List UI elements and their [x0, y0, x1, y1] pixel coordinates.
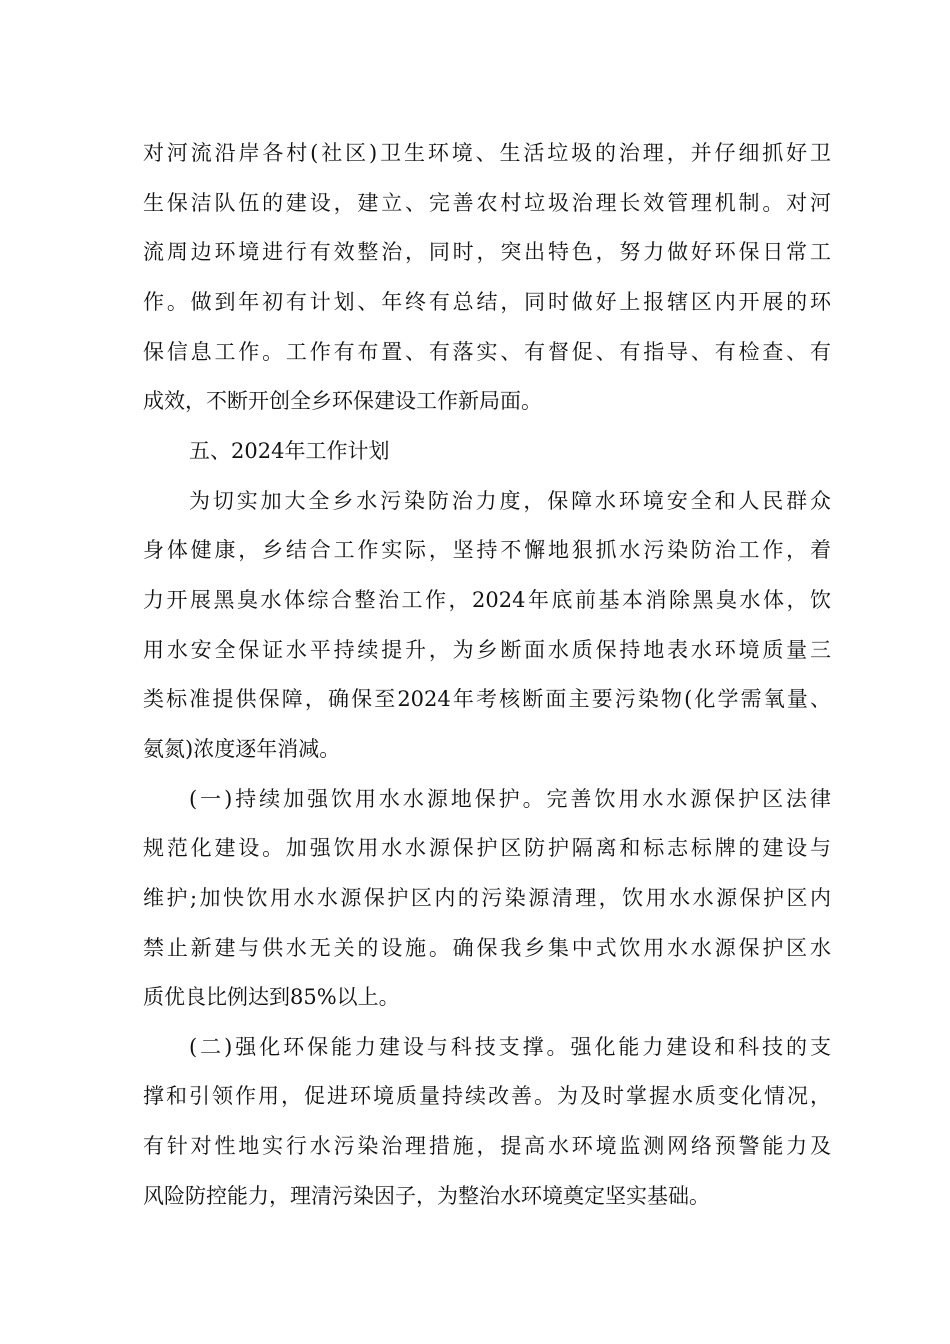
paragraph-1-line-2: 生保洁队伍的建设，建立、完善农村垃圾治理长效管理机制。对河 [143, 191, 831, 215]
paragraph-4-line-3: 有针对性地实行水污染治理措施，提高水环境监测网络预警能力及 [143, 1134, 831, 1158]
paragraph-1-line-3: 流周边环境进行有效整治，同时，突出特色，努力做好环保日常工 [143, 240, 831, 264]
section-heading: 五、2024年工作计划 [189, 439, 390, 463]
paragraph-3-line-4: 禁止新建与供水无关的设施。确保我乡集中式饮用水水源保护区水 [143, 936, 831, 960]
paragraph-4-line-2: 撑和引领作用，促进环境质量持续改善。为及时掌握水质变化情况， [143, 1084, 831, 1108]
paragraph-2-line-6: 氨氮)浓度逐年消减。 [143, 737, 341, 761]
paragraph-4-line-4: 风险防控能力，理清污染因子，为整治水环境奠定坚实基础。 [143, 1184, 710, 1208]
paragraph-3-line-2: 规范化建设。加强饮用水水源保护区防护隔离和标志标牌的建设与 [143, 836, 831, 860]
paragraph-4-line-1: (二)强化环保能力建设与科技支撑。强化能力建设和科技的支 [189, 1035, 831, 1059]
paragraph-2-line-3: 力开展黑臭水体综合整治工作，2024年底前基本消除黑臭水体，饮 [143, 588, 831, 612]
paragraph-2-line-4: 用水安全保证水平持续提升，为乡断面水质保持地表水环境质量三 [143, 638, 831, 662]
paragraph-2-line-5: 类标准提供保障，确保至2024年考核断面主要污染物(化学需氧量、 [143, 687, 831, 711]
paragraph-1-line-4: 作。做到年初有计划、年终有总结，同时做好上报辖区内开展的环 [143, 290, 831, 314]
paragraph-3-line-5: 质优良比例达到85%以上。 [143, 985, 400, 1009]
paragraph-3-line-1: (一)持续加强饮用水水源地保护。完善饮用水水源保护区法律 [189, 787, 831, 811]
paragraph-1-line-1: 对河流沿岸各村(社区)卫生环境、生活垃圾的治理，并仔细抓好卫 [143, 141, 831, 165]
paragraph-1-line-5: 保信息工作。工作有布置、有落实、有督促、有指导、有检查、有 [143, 340, 831, 364]
paragraph-1-line-6: 成效，不断开创全乡环保建设工作新局面。 [143, 389, 542, 413]
paragraph-3-line-3: 维护;加快饮用水水源保护区内的污染源清理，饮用水水源保护区内 [143, 886, 831, 910]
paragraph-2-line-2: 身体健康，乡结合工作实际，坚持不懈地狠抓水污染防治工作，着 [143, 538, 831, 562]
paragraph-2-line-1: 为切实加大全乡水污染防治力度，保障水环境安全和人民群众 [189, 489, 831, 513]
